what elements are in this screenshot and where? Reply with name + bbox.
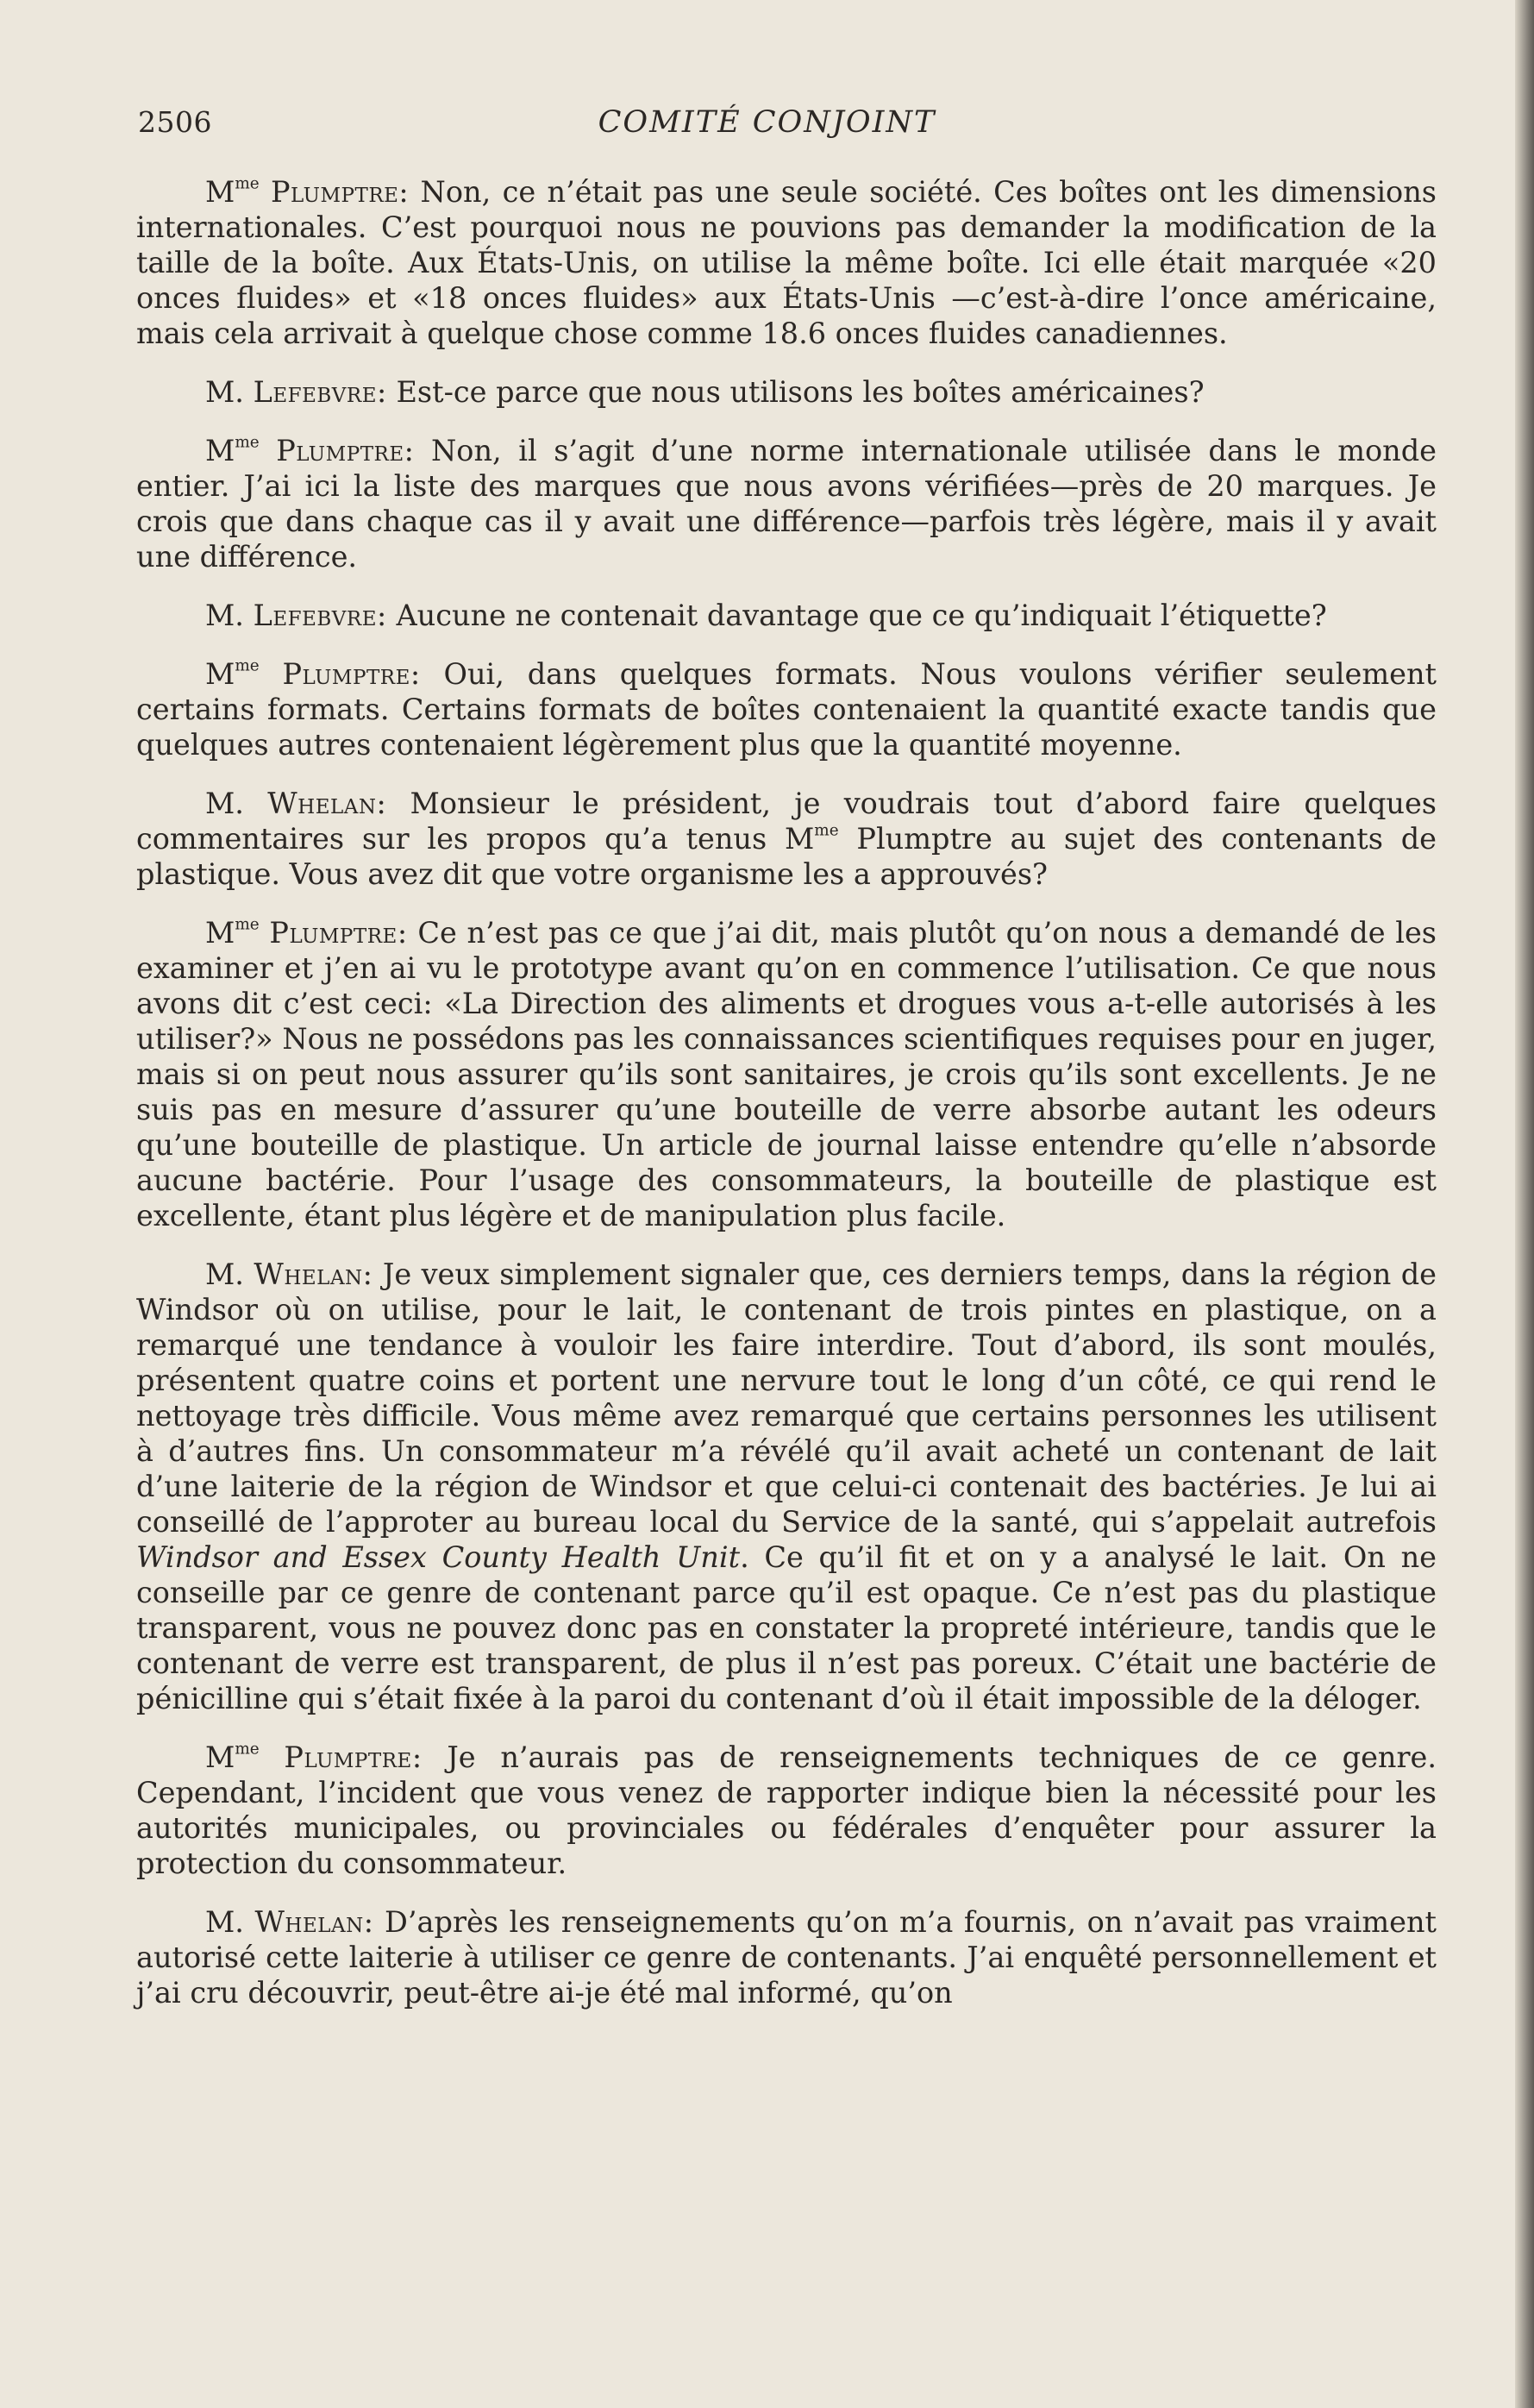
paragraph-text: Monsieur le président, je voudrais tout d’abord faire quelques commentaires sur les propos qu’a tenus M [136, 787, 1437, 856]
paragraph [136, 174, 1437, 351]
italic-organization-name: Windsor and Essex County Health Unit [136, 1540, 741, 1574]
speaker-title: M [205, 1740, 235, 1774]
speaker-title: M. [205, 599, 244, 632]
speaker-name: Whelan: [254, 1257, 373, 1291]
running-title: COMITÉ CONJOINT [598, 105, 936, 140]
paragraph [136, 598, 1437, 633]
paragraph-text: Est-ce parce que nous utilisons les boîtes américaines? [386, 375, 1205, 409]
speaker-name: Whelan: [267, 787, 387, 820]
paragraph-text: D’après les renseignements qu’on m’a fournis, on n’avait pas vraiment autorisé cette laiterie à utiliser ce genre de contenants. J’ai enquêté personnellement et j’ai cru découvrir, peut-être ai-je été mal informé, qu’on [136, 1905, 1437, 2010]
paragraph [136, 915, 1437, 1233]
paragraph-text: Oui, dans quelques formats. Nous voulons vérifier seulement certains formats. Certains formats de boîtes contenaient la quantité exacte tandis que quelques autres contenaient légèrement plus que la quantité moyenne. [136, 657, 1437, 762]
inline-superscript: me [814, 821, 839, 840]
paragraph-text-continued: . Ce qu’il fit et on y a analysé le lait. On ne conseille par ce genre de contenant parce qu’il est opaque. Ce n’est pas du plastique transparent, vous ne pouvez donc pas en constater la propreté intérieure, tandis que le contenant de verre est transparent, de plus il n’est pas poreux. C’était une bactérie de pénicilline qui s’était fixée à la paroi du contenant d’où il était impossible de la déloger. [136, 1540, 1437, 1715]
paragraph-text: Non, il s’agit d’une norme internationale utilisée dans le monde entier. J’ai ici la liste des marques que nous avons vérifiées—près de 20 marques. Je crois que dans chaque cas il y avait une différence—parfois très légère, mais il y avait une différence. [136, 434, 1437, 574]
speaker-title: M [205, 175, 235, 209]
speaker-name: Plumptre: [282, 657, 421, 691]
speaker-name: Plumptre: [284, 1740, 423, 1774]
speaker-title: M. [205, 1905, 244, 1939]
speaker-title: M [205, 657, 235, 691]
paragraph-text: Non, ce n’était pas une seule société. Ces boîtes ont les dimensions internationales. C’est pourquoi nous ne pouvions pas demander la modification de la taille de la boîte. Aux États-Unis, on utilise la même boîte. Ici elle était marquée «20 onces fluides» et «18 onces fluides» aux États-Unis —c’est-à-dire l’once américaine, mais cela arrivait à quelque chose comme 18.6 onces fluides canadiennes. [136, 175, 1437, 350]
paragraph [136, 786, 1437, 892]
speaker-name: Plumptre: [276, 434, 415, 467]
paragraph-text: Ce n’est pas ce que j’ai dit, mais plutôt qu’on nous a demandé de les examiner et j’en ai vu le prototype avant qu’on en commence l’utilisation. Ce que nous avons dit c’est ceci: «La Direction des aliments et drogues vous a-t-elle autorisés à les utiliser?» Nous ne possédons pas les connaissances scientifiques requises pour en juger, mais si on peut nous assurer qu’ils sont sanitaires, je crois qu’ils sont excellents. Je ne suis pas en mesure d’assurer qu’une bouteille de verre absorbe autant les odeurs qu’une bouteille de plastique. Un article de journal laisse entendre qu’elle n’absorde aucune bactérie. Pour l’usage des consommateurs, la bouteille de plastique est excellente, étant plus légère et de manipulation plus facile. [136, 916, 1437, 1232]
paragraph-text-continued: Plumptre au sujet des contenants de plastique. Vous avez dit que votre organisme les a approuvés? [136, 822, 1437, 891]
paragraph-text: Je veux simplement signaler que, ces derniers temps, dans la région de Windsor où on utilise, pour le lait, le contenant de trois pintes en plastique, on a remarqué une tendance à vouloir les faire interdire. Tout d’abord, ils sont moulés, présentent quatre coins et portent une nervure tout le long d’un côté, ce qui rend le nettoyage très difficile. Vous même avez remarqué que certains personnes les utilisent à d’autres fins. Un consommateur m’a révélé qu’il avait acheté un contenant de lait d’une laiterie de la région de Windsor et que celui-ci contenait des bactéries. Je lui ai conseillé de l’approter au bureau local du Service de la santé, qui s’appelait autrefois [136, 1257, 1437, 1539]
speaker-name: Whelan: [254, 1905, 374, 1939]
paragraph [136, 433, 1437, 574]
paragraph [136, 1257, 1437, 1716]
page-edge-shadow [1515, 0, 1534, 2408]
paragraph [136, 1904, 1437, 2010]
title-superscript: me [235, 915, 260, 934]
speaker-name: Plumptre: [269, 916, 408, 950]
speaker-title: M [205, 916, 235, 950]
page-number: 2506 [138, 105, 212, 139]
paragraph [136, 1740, 1437, 1881]
title-superscript: me [235, 1740, 260, 1759]
paragraph [136, 374, 1437, 410]
speaker-name: Plumptre: [271, 175, 410, 209]
body-text [136, 174, 1437, 2034]
title-superscript: me [235, 656, 260, 675]
paragraph [136, 656, 1437, 762]
paragraph-text: Aucune ne contenait davantage que ce qu’indiquait l’étiquette? [386, 599, 1327, 632]
paragraph-text: Je n’aurais pas de renseignements techniques de ce genre. Cependant, l’incident que vous venez de rapporter indique bien la nécessité pour les autorités municipales, ou provinciales ou fédérales d’enquêter pour assurer la protection du consommateur. [136, 1740, 1437, 1880]
speaker-title: M. [205, 375, 244, 409]
title-superscript: me [235, 433, 260, 452]
speaker-title: M [205, 434, 235, 467]
title-superscript: me [235, 174, 260, 193]
speaker-title: M. [205, 787, 244, 820]
speaker-title: M. [205, 1257, 244, 1291]
speaker-name: Lefebvre: [253, 599, 387, 632]
speaker-name: Lefebvre: [253, 375, 387, 409]
